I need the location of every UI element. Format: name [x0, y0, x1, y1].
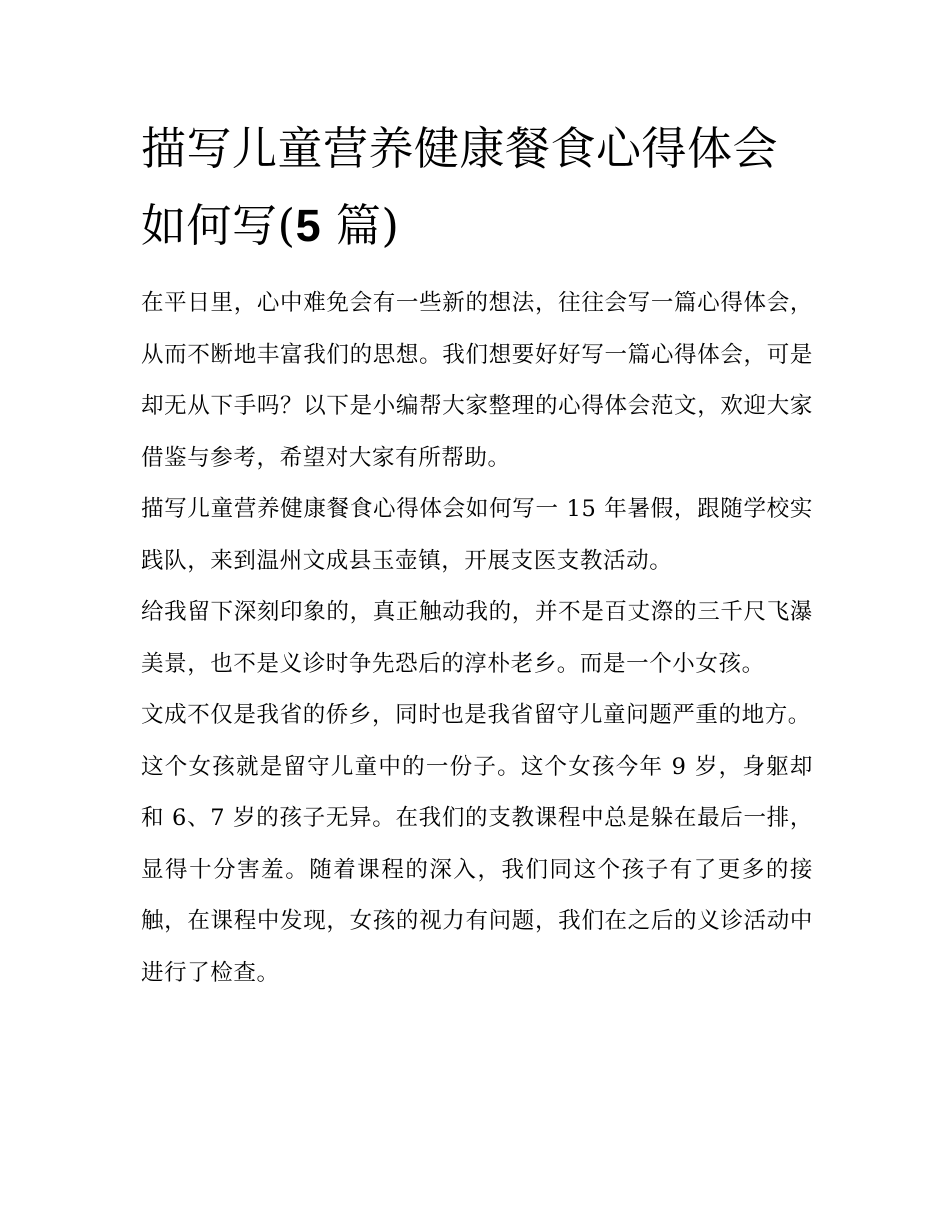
- intro-paragraph: 在平日里，心中难免会有一些新的想法，往往会写一篇心得体会，从而不断地丰富我们的思想。我们想要好好写一篇心得体会，可是却无从下手吗？以下是小编帮大家整理的心得体会范文，欢迎大家借鉴与参考，希望对大家有所帮助。: [141, 290, 813, 471]
- document-content: [141, 110, 813, 999]
- title-count: 5: [295, 200, 322, 251]
- title-text: 描写儿童营养健康餐食心得体会如何写(: [141, 122, 779, 252]
- body-paragraph: 文成不仅是我省的侨乡，同时也是我省留守儿童问题严重的地方。: [141, 702, 811, 728]
- title-suffix: 篇): [321, 199, 400, 252]
- document-title: [141, 110, 813, 264]
- body-paragraph: 给我留下深刻印象的，真正触动我的，并不是百丈漈的三千尺飞瀑美景，也不是义诊时争先恐后的淳朴老乡。而是一个小女孩。: [141, 599, 813, 677]
- body-paragraph: 描写儿童营养健康餐食心得体会如何写一 15 年暑假，跟随学校实践队，来到温州文成县玉壶镇，开展支医支教活动。: [141, 496, 813, 574]
- body-paragraph: 这个女孩就是留守儿童中的一份子。这个女孩今年 9 岁，身躯却和 6、7 岁的孩子无异。在我们的支教课程中总是躲在最后一排，显得十分害羞。随着课程的深入，我们同这个孩子有了更多的接触，在课程中发现，女孩的视力有问题，我们在之后的义诊活动中进行了检查。: [141, 753, 813, 986]
